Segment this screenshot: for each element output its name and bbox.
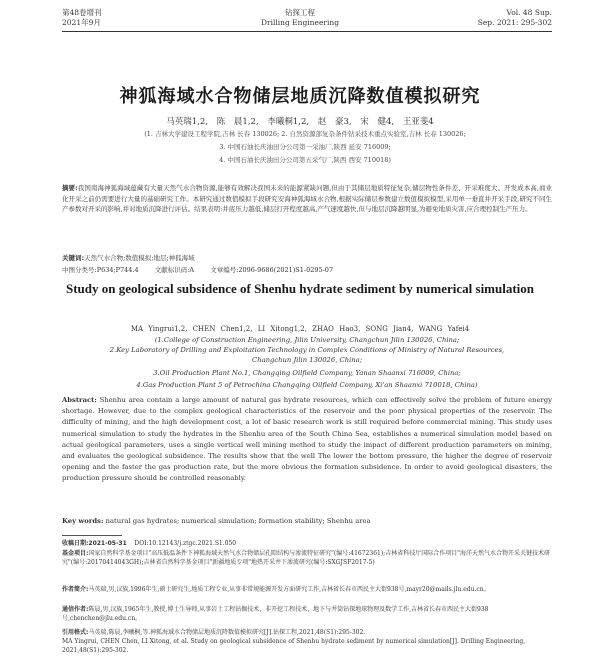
header-divider (62, 31, 552, 32)
first-author-label: 作者简介: (62, 586, 89, 593)
keywords-en-label: Key words: (62, 517, 104, 525)
affiliation-cn-3: 4. 中国石油长庆油田分公司第五采气厂,陕西 西安 710018) (219, 156, 391, 164)
keywords-cn-text: 天然气水合物;数值模拟;地层;神狐海域 (84, 254, 195, 262)
abstract-en (62, 395, 552, 485)
classification-line (62, 265, 552, 274)
keywords-en (62, 517, 552, 525)
first-author-note (62, 585, 552, 594)
citation-note (62, 628, 552, 655)
received-date: 收稿日期:2021-05-31 (62, 540, 127, 547)
affiliation-en-1: (1.College of Construction Engineering, Jilin University, Changchun Jilin 130026, China; (154, 336, 460, 344)
footnote-divider (62, 535, 122, 536)
affiliation-en-3: Changchun Jilin 130026, China; (252, 356, 362, 364)
title-en: Study on geological subsidence of Shenhu hydrate sediment by numerical simulation (65, 281, 535, 296)
authors-en: MA Yingrui1,2, CHEN Chen1,2, LI Xitong1,2, ZHAO Hao3, SONG Jian4, WANG Yafei4 (130, 325, 470, 333)
first-author-text: 马英瑞,男,汉族,1996年生,硕士研究生,地质工程专业,从事非常规能源开发方面研究工作,吉林省长春市西民主大街938号,mayr20@mails.jlu.edu.cn。 (88, 586, 490, 593)
citation-en: MA Yingrui, CHEN Chen, LI Xitong, et al. Study on geological subsidence of Shenhu hydrate sediment by numerical simulation[J]. Drilling Engineering, 2021,48(S1):295-302. (62, 638, 526, 654)
abstract-cn-label: 摘要: (62, 184, 78, 192)
funding-text: 国家自然科学基金项目"高压低温条件下神狐海域天然气水合物储层孔隙结构与渗流特征研究"(编号:41672361);吉林省科技厅国际合作项目"海洋天然气水合物开采关键技术研究"(编号:20170414043GH);吉林省自然科学基金项目"新疆地质专项"地热开采井下渗流研究(编号:SXGJSF2017-5) (62, 550, 550, 566)
article-number: 文章编号:2096-9686(2021)S1-0295-07 (210, 266, 334, 274)
pages-en: Sep. 2021: 295-302 (477, 18, 552, 27)
abstract-en-text: Shenhu area contain a large amount of natural gas hydrate resources, which can effectively solve the problem of future energy shortage. However, due to the complex geological characteristics of the reservoir and the poor physical properties of the reservoir. The difficulty of mining, and the high development cost, a lot of basic research work is still required before commercial mining. This study uses numerical simulation to study the hydrates in the Shenhu area of the South China Sea, establishes a numerical simulation model based on actual geological parameters, uses a single vertical well mining method to study the impact of different production parameters on mining, and evaluates the geological subsidence. The results show that the well The lower the bottom pressure, the higher the degree of reservoir opening and the faster the gas production rate, but the more obvious the formation subsidence. In order to avoid geological disasters, the production pressure should be controlled reasonably. (62, 396, 552, 483)
journal-name-en: Drilling Engineering (260, 18, 340, 27)
corresponding-label: 通信作者: (62, 606, 89, 613)
corresponding-author-note (62, 605, 552, 623)
clc-number: 中图分类号:P634;P744.4 (62, 266, 139, 274)
affiliation-en-2: 2.Key Laboratory of Drilling and Exploitation Technology in Complex Conditions of Ministry of Natural Resources, (109, 346, 505, 354)
issue-date: 2021年9月 (62, 18, 101, 27)
running-header-right (478, 8, 552, 28)
title-cn: 神狐海域水合物储层地质沉降数值模拟研究 (119, 86, 481, 107)
citation-label: 引用格式: (62, 629, 89, 636)
abstract-en-label: Abstract: (62, 396, 97, 404)
affiliation-cn-1: (1. 吉林大学建设工程学院,吉林 长春 130026; 2. 自然资源部复杂条件钻采技术重点实验室,吉林 长春 130026; (144, 130, 466, 138)
abstract-cn-text: 我国南海神狐海域蕴藏有大量天然气水合物资源,能够有效解决我国未来的能源紧缺问题,但由于其储层地质特征复杂,储层物性条件差、开采难度大、开发成本高,商业化开采之前仍需要进行大量的基础研究工作。本研究通过数值模拟手段研究安海神狐海域水合物,根据实际储层参数建立数值模拟模型,采用单一垂直井开采手段,研究不同生产参数对开采的影响,并对地质沉降进行评估。结果表明:井底压力越低,储层打开程度越高,产气速度越快,但与地层沉降越明显,为避免地质灾害,应合理控制生产压力。 (62, 184, 553, 213)
abstract-cn (62, 183, 552, 215)
affiliation-en-5: 4.Gas Production Plant 5 of Petrochina Changqing Oilfield Company, Xi'an Shaanxi 710018, China) (136, 381, 478, 389)
doi: DOI:10.12143/j.ztgc.2021.S1.050 (134, 540, 237, 547)
journal-name-cn: 钻探工程 (285, 8, 315, 17)
funding-label: 基金项目: (62, 550, 89, 557)
corresponding-text: 陈晨,男,汉族,1965年生,教授,博士生导师,从事岩土工程钻掘技术、非开挖工程技术、地下与井筒钻探地球物理及数学工作,吉林省长春市西民主大街938号,chenchen@jlu.edu.cn。 (62, 606, 489, 622)
volume-en: Vol. 48 Sup. (506, 8, 552, 17)
citation-cn: 马英瑞,陈晨,李曦桐,等.神狐海域水合物储层地质沉降数值模拟研究[J].钻探工程,2021,48(S1):295-302. (88, 629, 366, 636)
authors-cn: 马英瑞1,2, 陈 晨1,2, 李曦桐1,2, 赵 豪3, 宋 健4, 王亚斐4 (166, 117, 434, 127)
received-doi-line (62, 539, 552, 548)
funding-note (62, 549, 552, 567)
keywords-en-text: natural gas hydrates; numerical simulation; formation stability; Shenhu area (105, 517, 371, 525)
affiliation-en-4: 3.Oil Production Plant No.1, Changqing Oilfield Company, Yanan Shaanxi 716009, China; (153, 369, 461, 377)
document-code: 文献标识码:A (154, 266, 195, 274)
affiliation-cn-2: 3. 中国石油长庆油田分公司第一采油厂,陕西 延安 716009; (219, 143, 391, 151)
keywords-cn-label: 关键词: (62, 254, 85, 262)
volume-label: 第48卷增刊 (62, 8, 102, 17)
keywords-cn (62, 253, 552, 262)
